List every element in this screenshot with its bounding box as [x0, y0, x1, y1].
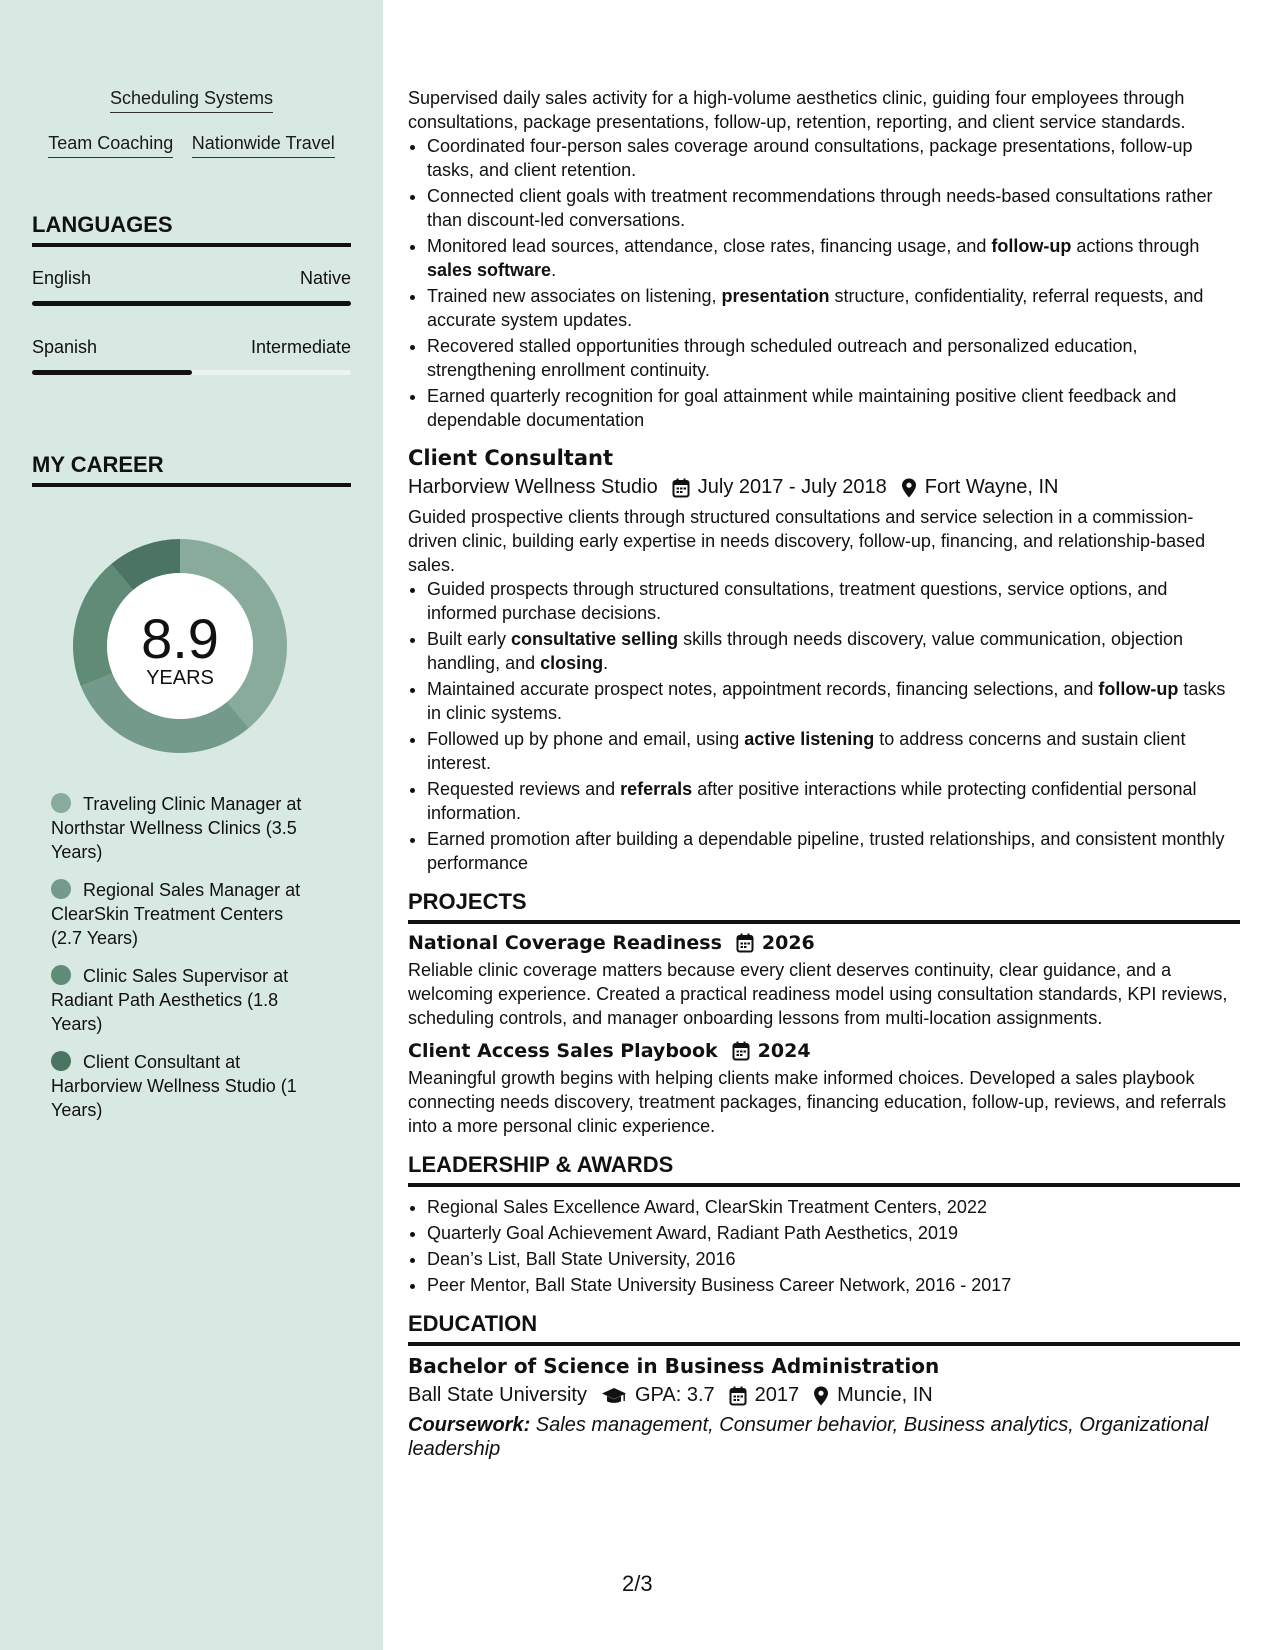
bullet-text: Monitored lead sources, attendance, close rates, financing usage, and — [427, 236, 992, 256]
graduation-cap-icon — [601, 1386, 627, 1406]
legend-dot — [51, 965, 71, 985]
coursework-label: Coursework: — [408, 1414, 531, 1436]
bullet-text: to address concerns and sustain client interest. — [427, 729, 1186, 773]
calendar-icon — [729, 1386, 747, 1406]
degree-title: Bachelor of Science in Business Administration — [408, 1354, 940, 1378]
education-meta — [408, 1384, 1240, 1407]
bullet-item — [427, 677, 1240, 725]
skill-tag: Nationwide Travel — [192, 133, 335, 158]
language-level: Intermediate — [250, 337, 351, 357]
school-location: Muncie, IN — [837, 1384, 933, 1406]
graduation-year: 2017 — [754, 1384, 800, 1406]
language-proficiency-fill — [32, 370, 192, 375]
main-content — [408, 86, 1240, 1461]
project-title: National Coverage Readiness — [408, 932, 722, 954]
career-legend-label: Clinic Sales Supervisor at Radiant Path Aesthetics (1.8 Years) — [51, 966, 289, 1034]
bullet-keyword: active listening — [744, 729, 875, 749]
project-title-row — [408, 1040, 1240, 1062]
bullet-keyword: consultative selling — [511, 629, 679, 649]
career-legend-label: Client Consultant at Harborview Wellness Studio (1 Years) — [51, 1052, 297, 1120]
bullet-item — [427, 384, 1240, 432]
previous-job-bullets — [408, 134, 1240, 432]
bullet-text: structure, confidentiality, referral requests, and accurate system updates. — [427, 286, 1204, 330]
career-total-unit: YEARS — [146, 667, 214, 689]
calendar-icon — [732, 1041, 750, 1061]
bullet-text: Guided prospects through structured consultations, treatment questions, service options, and informed purchase decisions. — [427, 579, 1168, 623]
language-level: Native — [299, 268, 351, 288]
project-item — [408, 1040, 1240, 1138]
bullet-text: Coordinated four-person sales coverage around consultations, package presentations, follow-up tasks, and client retention. — [427, 136, 1193, 180]
bullet-text: Built early — [427, 629, 512, 649]
bullet-item — [427, 184, 1240, 232]
project-description: Meaningful growth begins with helping clients make informed choices. Developed a sales playbook connecting needs discovery, treatment packages, financing education, follow-up, reviews, and referrals into a more personal clinic experience. — [408, 1068, 1227, 1136]
bullet-text: Recovered stalled opportunities through scheduled outreach and personalized education, strengthening enrollment continuity. — [427, 336, 1138, 380]
sidebar — [0, 0, 383, 1650]
career-legend-label: Regional Sales Manager at ClearSkin Treatment Centers (2.7 Years) — [51, 880, 301, 948]
map-pin-icon — [813, 1386, 829, 1406]
job-title: Client Consultant — [408, 446, 613, 470]
awards-list — [408, 1195, 1240, 1297]
job-intro: Guided prospective clients through structured consultations and service selection in a commission-driven clinic, building early expertise in needs discovery, follow-up, financing, and relationship-based sales. — [408, 507, 1206, 575]
language-english — [32, 268, 351, 328]
bullet-text: Maintained accurate prospect notes, appointment records, financing selections, and — [427, 679, 1099, 699]
award-item: • Peer Mentor, Ball State University Business Career Network, 2016 - 2017 — [427, 1273, 1240, 1297]
bullet-keyword: presentation — [721, 286, 830, 306]
bullet-text: Trained new associates on listening, — [427, 286, 722, 306]
awards-heading: LEADERSHIP & AWARDS — [408, 1152, 1240, 1187]
projects-heading: PROJECTS — [408, 889, 1240, 924]
bullet-text: Earned promotion after building a dependable pipeline, trusted relationships, and consistent monthly performance — [427, 829, 1225, 873]
bullet-item — [427, 134, 1240, 182]
education-heading: EDUCATION — [408, 1311, 1240, 1346]
career-legend-item — [51, 964, 313, 1036]
bullet-item — [427, 827, 1240, 875]
career-donut-chart — [60, 526, 300, 766]
job-meta — [408, 476, 1240, 499]
bullet-text: . — [603, 653, 609, 673]
language-name: Spanish — [32, 337, 98, 357]
coursework — [408, 1413, 1240, 1461]
project-title-row — [408, 932, 1240, 954]
language-proficiency-fill — [32, 301, 351, 306]
legend-dot — [51, 793, 71, 813]
skill-tag: Scheduling Systems — [110, 88, 273, 113]
map-pin-icon — [901, 478, 917, 498]
project-title: Client Access Sales Playbook — [408, 1040, 718, 1062]
bullet-keyword: follow-up — [1098, 679, 1179, 699]
bullet-text: . — [551, 260, 557, 280]
bullet-item — [427, 627, 1240, 675]
job-dates: July 2017 - July 2018 — [697, 476, 887, 498]
bullet-text: tasks in clinic systems. — [427, 679, 1226, 723]
language-spanish — [32, 337, 351, 397]
calendar-icon — [736, 933, 754, 953]
company-name: Harborview Wellness Studio — [408, 476, 658, 498]
bullet-keyword: sales software — [427, 260, 552, 280]
bullet-text: actions through — [1071, 236, 1200, 256]
bullet-text: Earned quarterly recognition for goal attainment while maintaining positive client feedback and dependable documentation — [427, 386, 1177, 430]
career-legend-item — [51, 1050, 313, 1122]
bullet-text: Requested reviews and — [427, 779, 621, 799]
bullet-item — [427, 727, 1240, 775]
language-name: English — [32, 268, 92, 288]
bullet-text: skills through needs discovery, value communication, objection handling, and — [427, 629, 1184, 673]
bullet-item — [427, 234, 1240, 282]
bullet-text: Followed up by phone and email, using — [427, 729, 745, 749]
project-description: Reliable clinic coverage matters because every client deserves continuity, clear guidance, and a welcoming experience. Created a practical readiness model using consultation standards, KPI reviews, scheduling controls, and manager onboarding lessons from multi-location assignments. — [408, 960, 1228, 1028]
job-bullets — [408, 577, 1240, 875]
bullet-keyword: referrals — [620, 779, 693, 799]
school-name: Ball State University — [408, 1384, 587, 1406]
career-legend-item — [51, 878, 313, 950]
project-year: 2024 — [757, 1040, 811, 1062]
skills-row-1 — [0, 88, 383, 113]
skills-row-2 — [0, 133, 383, 158]
language-proficiency-bar — [32, 370, 351, 375]
bullet-item — [427, 577, 1240, 625]
award-item: • Quarterly Goal Achievement Award, Radiant Path Aesthetics, 2019 — [427, 1221, 1240, 1245]
bullet-item — [427, 284, 1240, 332]
languages-heading: LANGUAGES — [32, 212, 351, 247]
career-total-years: 8.9 — [141, 607, 219, 670]
project-item — [408, 932, 1240, 1030]
job-location: Fort Wayne, IN — [924, 476, 1059, 498]
bullet-item — [427, 777, 1240, 825]
career-heading: MY CAREER — [32, 452, 351, 487]
award-item: • Regional Sales Excellence Award, ClearSkin Treatment Centers, 2022 — [427, 1195, 1240, 1219]
career-legend-item — [51, 792, 313, 864]
career-legend-label: Traveling Clinic Manager at Northstar Wellness Clinics (3.5 Years) — [51, 794, 302, 862]
calendar-icon — [672, 478, 690, 498]
legend-dot — [51, 879, 71, 899]
coursework-text: Sales management, Consumer behavior, Business analytics, Organizational leadership — [408, 1414, 1209, 1460]
legend-dot — [51, 1051, 71, 1071]
bullet-text: Connected client goals with treatment recommendations through needs-based consultations rather than discount-led conversations. — [427, 186, 1213, 230]
project-year: 2026 — [761, 932, 815, 954]
skill-tag: Team Coaching — [48, 133, 173, 158]
bullet-text: after positive interactions while protecting confidential personal information. — [427, 779, 1197, 823]
bullet-item — [427, 334, 1240, 382]
gpa: GPA: 3.7 — [634, 1384, 715, 1406]
award-item: • Dean’s List, Ball State University, 2016 — [427, 1247, 1240, 1271]
bullet-keyword: follow-up — [991, 236, 1072, 256]
page-number: 2/3 — [622, 1571, 653, 1596]
bullet-keyword: closing — [540, 653, 604, 673]
previous-job-intro: Supervised daily sales activity for a high-volume aesthetics clinic, guiding four employees through consultations, package presentations, follow-up, retention, reporting, and client service standards. — [408, 88, 1186, 132]
language-proficiency-bar — [32, 301, 351, 306]
